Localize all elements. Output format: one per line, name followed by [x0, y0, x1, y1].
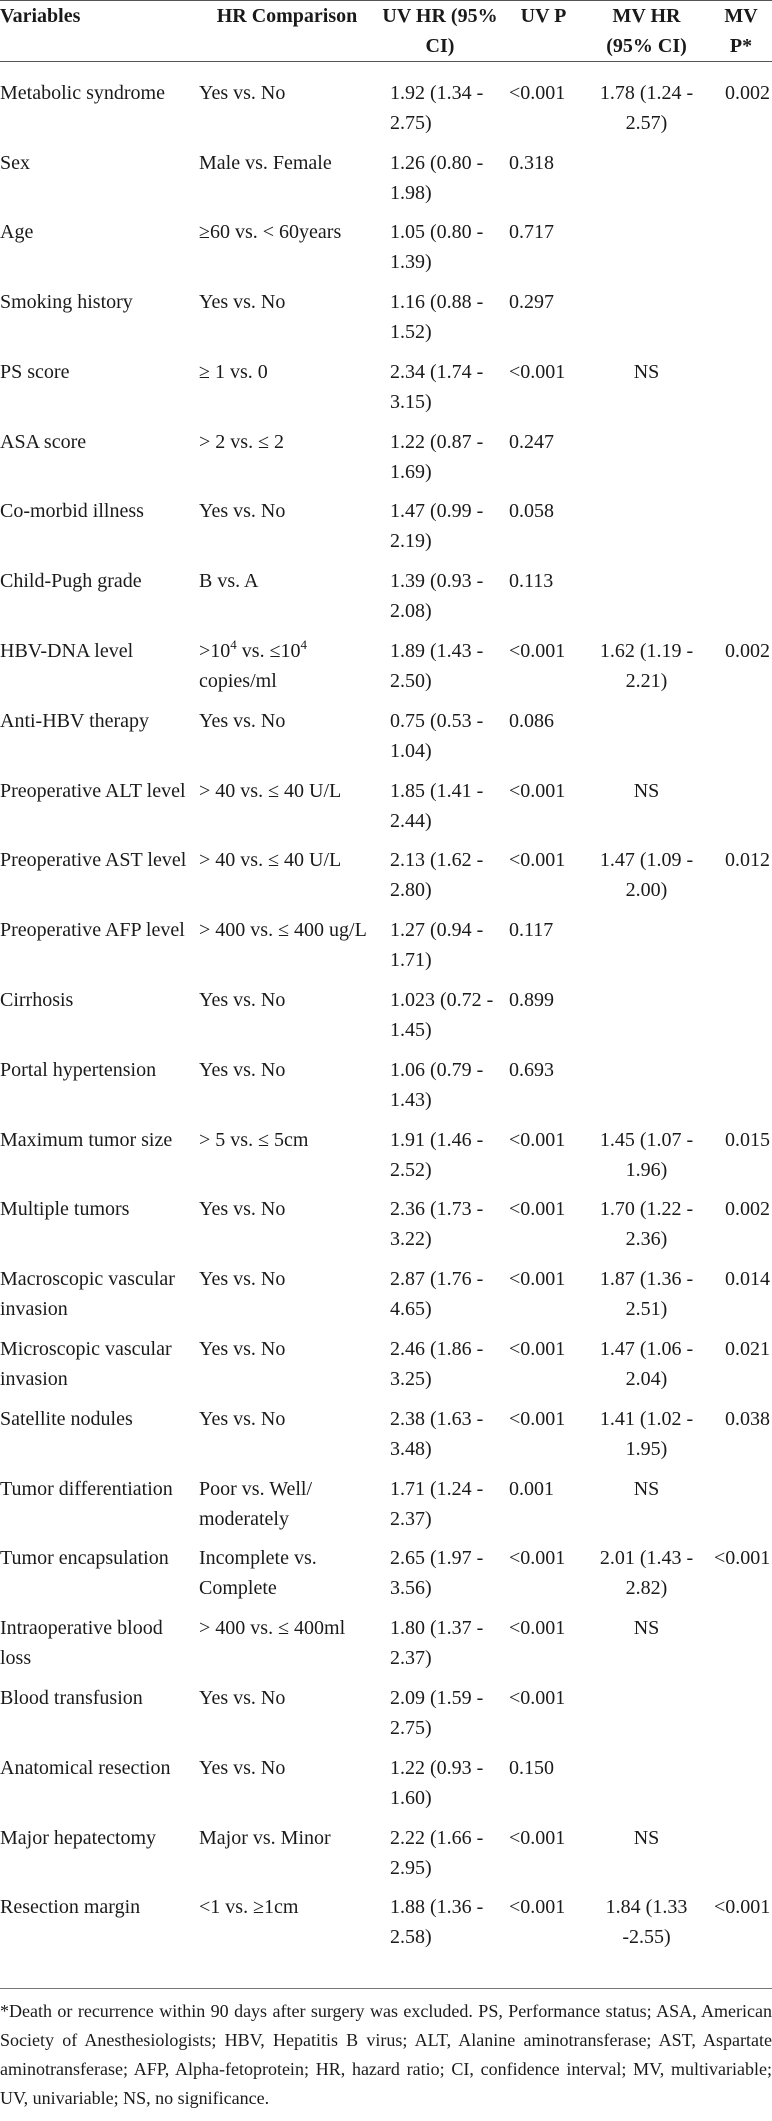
cell-uv-p: 0.113	[509, 570, 554, 593]
cell-comparison: ≥ 1 vs. 0	[199, 360, 268, 383]
header-mv-hr: MV HR (95% CI)	[606, 5, 687, 57]
cell-mv-p	[710, 217, 772, 287]
cell-mv-hr: 1.78 (1.24 - 2.57)	[599, 82, 694, 134]
table-row	[0, 1892, 772, 1962]
cell-mv-hr: 1.62 (1.19 - 2.21)	[599, 640, 694, 693]
table-row	[0, 1194, 772, 1264]
cell-mv-hr	[583, 148, 710, 218]
cell-mv-hr: NS	[633, 779, 660, 802]
cell-uv-p: 0.086	[509, 709, 554, 732]
cell-mv-hr: 1.47 (1.09 - 2.00)	[599, 849, 694, 902]
cell-comparison: Yes vs. No	[199, 500, 286, 523]
cell-uv-hr: 2.36 (1.73 - 3.22)	[390, 1198, 484, 1251]
cell-mv-hr	[583, 496, 710, 566]
cell-uv-hr: 2.46 (1.86 - 3.25)	[390, 1338, 484, 1391]
table-row	[0, 776, 772, 846]
cell-variable: Maximum tumor size	[0, 1128, 173, 1151]
cell-mv-p	[710, 1683, 772, 1753]
cell-mv-p: 0.014	[725, 1268, 770, 1291]
table-row	[0, 1055, 772, 1125]
cell-mv-p	[710, 1055, 772, 1125]
cell-uv-p: <0.001	[509, 82, 566, 104]
comparison-text-part: copies/ml	[199, 670, 277, 693]
table-header-row	[0, 1, 772, 62]
table-row	[0, 1683, 772, 1753]
cell-uv-hr: 1.26 (0.80 - 1.98)	[390, 151, 484, 204]
cell-variable: Smoking history	[0, 291, 133, 314]
cell-comparison	[198, 636, 376, 706]
cell-comparison: Major vs. Minor	[199, 1826, 331, 1849]
cell-uv-hr: 1.71 (1.24 - 2.37)	[390, 1477, 484, 1530]
cell-mv-p	[710, 287, 772, 357]
cell-variable: Portal hypertension	[0, 1058, 157, 1081]
cell-mv-p	[710, 496, 772, 566]
cell-variable: Child-Pugh grade	[0, 570, 142, 593]
cell-comparison: > 400 vs. ≤ 400 ug/L	[199, 919, 367, 942]
cell-comparison: > 40 vs. ≤ 40 U/L	[199, 779, 342, 802]
cell-uv-p: <0.001	[509, 779, 566, 802]
cell-comparison: Yes vs. No	[199, 1198, 286, 1221]
cell-uv-p: 0.717	[509, 221, 554, 244]
cell-uv-p: <0.001	[509, 1268, 566, 1291]
table-row	[0, 427, 772, 497]
cell-mv-p	[710, 1474, 772, 1544]
cell-mv-p: 0.002	[725, 640, 770, 663]
header-mv-p: MV P*	[724, 5, 758, 57]
cell-uv-p: <0.001	[509, 1338, 566, 1361]
cell-uv-hr: 1.80 (1.37 - 2.37)	[390, 1617, 484, 1670]
cell-mv-p: 0.002	[725, 82, 770, 104]
cell-mv-p: 0.021	[725, 1338, 770, 1361]
table-row	[0, 566, 772, 636]
cell-uv-p: <0.001	[509, 1687, 566, 1710]
cell-uv-hr: 1.22 (0.93 - 1.60)	[390, 1756, 484, 1809]
cell-comparison: Yes vs. No	[199, 709, 286, 732]
cell-variable: Macroscopic vascular invasion	[0, 1268, 175, 1321]
cell-uv-hr: 1.89 (1.43 - 2.50)	[390, 640, 484, 693]
cell-comparison: Yes vs. No	[199, 291, 286, 314]
cell-mv-p	[710, 148, 772, 218]
table-row	[0, 496, 772, 566]
table-row	[0, 1753, 772, 1823]
comparison-text-part: >10	[199, 640, 231, 663]
superscript-exponent: 4	[230, 637, 237, 653]
cell-variable: Blood transfusion	[0, 1687, 143, 1710]
comparison-text-part: vs. ≤10	[236, 640, 301, 663]
cell-mv-hr: NS	[633, 1477, 660, 1500]
cell-variable: Tumor encapsulation	[0, 1547, 169, 1570]
cell-mv-p	[710, 427, 772, 497]
cell-uv-p: 0.318	[509, 151, 554, 174]
cell-variable: Age	[0, 221, 34, 244]
cell-mv-hr	[583, 1683, 710, 1753]
cell-mv-p: 0.015	[725, 1128, 770, 1151]
cell-uv-hr: 1.05 (0.80 - 1.39)	[390, 221, 484, 274]
cell-comparison: > 5 vs. ≤ 5cm	[199, 1128, 309, 1151]
cell-mv-hr: 1.41 (1.02 - 1.95)	[599, 1407, 694, 1460]
cell-uv-hr: 2.65 (1.97 - 3.56)	[390, 1547, 484, 1600]
table-row	[0, 1823, 772, 1893]
cell-uv-p: 0.058	[509, 500, 554, 523]
cell-variable: Co-morbid illness	[0, 500, 144, 523]
cell-variable: Microscopic vascular invasion	[0, 1338, 172, 1391]
cell-variable: Preoperative AFP level	[0, 919, 185, 942]
cell-comparison: > 400 vs. ≤ 400ml	[199, 1617, 346, 1640]
cell-variable: Anatomical resection	[0, 1756, 171, 1779]
cell-uv-p: <0.001	[509, 1198, 566, 1221]
table-row	[0, 1404, 772, 1474]
table-row	[0, 1125, 772, 1195]
cell-uv-hr: 1.47 (0.99 - 2.19)	[390, 500, 484, 553]
cell-uv-p: 0.899	[509, 989, 554, 1012]
cell-uv-p: 0.117	[509, 919, 554, 942]
cell-uv-p: 0.297	[509, 291, 554, 314]
cell-mv-p: 0.038	[725, 1407, 770, 1430]
table-row	[0, 915, 772, 985]
cell-uv-hr: 1.92 (1.34 - 2.75)	[390, 82, 484, 134]
cell-variable: Resection margin	[0, 1896, 141, 1919]
cell-variable: Satellite nodules	[0, 1407, 133, 1430]
table-row	[0, 636, 772, 706]
cell-mv-p: <0.001	[714, 1896, 771, 1919]
cell-mv-p	[710, 1753, 772, 1823]
cell-mv-p	[710, 776, 772, 846]
cell-mv-p	[710, 357, 772, 427]
cell-mv-hr	[583, 706, 710, 776]
cell-mv-hr: 2.01 (1.43 - 2.82)	[599, 1547, 694, 1600]
cell-mv-hr	[583, 217, 710, 287]
cell-variable: Anti-HBV therapy	[0, 709, 150, 732]
cell-comparison: Yes vs. No	[199, 1407, 286, 1430]
cell-uv-hr: 1.023 (0.72 - 1.45)	[390, 989, 494, 1042]
cell-mv-hr: 1.84 (1.33 -2.55)	[605, 1896, 688, 1949]
table-row	[0, 845, 772, 915]
cell-mv-hr: 1.47 (1.06 - 2.04)	[599, 1338, 694, 1391]
cell-variable: Major hepatectomy	[0, 1826, 157, 1849]
cell-uv-hr: 2.22 (1.66 - 2.95)	[390, 1826, 484, 1879]
cell-mv-hr: NS	[633, 360, 660, 383]
superscript-exponent: 4	[300, 637, 308, 653]
table-row	[0, 1543, 772, 1613]
cell-uv-hr: 2.87 (1.76 - 4.65)	[390, 1268, 484, 1321]
cell-uv-hr: 1.39 (0.93 - 2.08)	[390, 570, 484, 623]
cell-uv-p: 0.247	[509, 430, 554, 453]
cell-variable: Multiple tumors	[0, 1198, 130, 1221]
cell-uv-hr: 2.13 (1.62 - 2.80)	[390, 849, 484, 902]
cell-comparison: Poor vs. Well/ moderately	[199, 1477, 313, 1530]
cell-variable: Metabolic syndrome	[0, 82, 165, 104]
cell-comparison: ≥60 vs. < 60years	[199, 221, 342, 244]
cell-mv-p	[710, 985, 772, 1055]
cell-mv-hr	[583, 1753, 710, 1823]
cell-uv-p: <0.001	[509, 1547, 566, 1570]
cell-uv-hr: 1.06 (0.79 - 1.43)	[390, 1058, 484, 1111]
cell-variable: Preoperative AST level	[0, 849, 187, 872]
cell-mv-hr	[583, 1055, 710, 1125]
table-row	[0, 1474, 772, 1544]
cell-comparison: Incomplete vs. Complete	[199, 1547, 317, 1600]
cell-uv-p: <0.001	[509, 1128, 566, 1151]
cell-comparison: > 2 vs. ≤ 2	[199, 430, 285, 453]
cell-mv-hr: 1.70 (1.22 - 2.36)	[599, 1198, 694, 1251]
table-row	[0, 1334, 772, 1404]
cell-uv-hr: 2.09 (1.59 - 2.75)	[390, 1687, 484, 1740]
cell-uv-p: <0.001	[509, 1407, 566, 1430]
cell-mv-p	[710, 1613, 772, 1683]
cell-uv-p: 0.150	[509, 1756, 554, 1779]
cell-variable: Intraoperative blood loss	[0, 1617, 163, 1670]
cell-uv-hr: 2.38 (1.63 - 3.48)	[390, 1407, 484, 1460]
cell-mv-hr	[583, 287, 710, 357]
cell-uv-p: <0.001	[509, 1617, 566, 1640]
table-row	[0, 62, 772, 148]
header-uv-hr: UV HR (95% CI)	[382, 5, 498, 57]
table-footnote: *Death or recurrence within 90 days after surgery was excluded. PS, Performance status; ASA, American Society of Anesthesiologists; HBV, Hepatitis B virus; ALT, Alanine aminotransferase; AST, Aspartate aminotransferase; AFP, Alpha-fetoprotein; HR, hazard ratio; CI, confidence interval; MV, multivariable; UV, univariable; NS, no significance.	[0, 1988, 772, 2113]
header-variables: Variables	[0, 5, 81, 27]
table-row	[0, 287, 772, 357]
cell-mv-p	[710, 706, 772, 776]
cell-uv-p: <0.001	[509, 1896, 566, 1919]
cell-comparison: Yes vs. No	[199, 1338, 286, 1361]
cell-uv-p: <0.001	[509, 360, 566, 383]
table-row	[0, 148, 772, 218]
cell-mv-hr	[583, 985, 710, 1055]
cell-variable: PS score	[0, 360, 70, 383]
table-row	[0, 1264, 772, 1334]
cell-variable: Tumor differentiation	[0, 1477, 173, 1500]
cell-mv-hr: 1.87 (1.36 - 2.51)	[599, 1268, 694, 1321]
cell-variable: Sex	[0, 151, 30, 174]
cell-uv-hr: 1.88 (1.36 - 2.58)	[390, 1896, 484, 1949]
cell-mv-hr	[583, 566, 710, 636]
cell-uv-hr: 1.85 (1.41 - 2.44)	[390, 779, 484, 832]
table-body	[0, 62, 772, 1963]
cell-mv-p	[710, 566, 772, 636]
cell-mv-p: <0.001	[714, 1547, 771, 1570]
table-row	[0, 357, 772, 427]
cell-mv-hr: 1.45 (1.07 - 1.96)	[599, 1128, 694, 1181]
cell-uv-hr: 2.34 (1.74 - 3.15)	[390, 360, 484, 413]
header-comparison: HR Comparison	[216, 5, 358, 27]
cell-comparison: Yes vs. No	[199, 989, 286, 1012]
cell-uv-hr: 1.27 (0.94 - 1.71)	[390, 919, 484, 972]
cell-uv-hr: 1.22 (0.87 - 1.69)	[390, 430, 484, 483]
cell-uv-hr: 1.16 (0.88 - 1.52)	[390, 291, 484, 344]
cell-comparison: > 40 vs. ≤ 40 U/L	[199, 849, 342, 872]
cell-comparison: <1 vs. ≥1cm	[199, 1896, 299, 1919]
cell-mv-p: 0.012	[725, 849, 770, 872]
cell-uv-p: <0.001	[509, 849, 566, 872]
cell-comparison: Yes vs. No	[199, 82, 286, 104]
cell-variable: Preoperative ALT level	[0, 779, 186, 802]
cell-mv-p	[710, 915, 772, 985]
cell-uv-p: <0.001	[509, 640, 566, 663]
cell-variable: ASA score	[0, 430, 87, 453]
cell-uv-p: 0.001	[509, 1477, 554, 1500]
cell-comparison: B vs. A	[199, 570, 259, 593]
table-row	[0, 985, 772, 1055]
table-row	[0, 1613, 772, 1683]
table-row	[0, 217, 772, 287]
cell-comparison: Male vs. Female	[199, 151, 332, 174]
cell-comparison: Yes vs. No	[199, 1687, 286, 1710]
cell-variable: Cirrhosis	[0, 989, 74, 1012]
cell-comparison: Yes vs. No	[199, 1268, 286, 1291]
cell-comparison: Yes vs. No	[199, 1058, 286, 1081]
cell-uv-p: 0.693	[509, 1058, 554, 1081]
cell-comparison: Yes vs. No	[199, 1756, 286, 1779]
cell-mv-hr: NS	[633, 1617, 660, 1640]
cell-mv-hr: NS	[633, 1826, 660, 1849]
cell-uv-hr: 0.75 (0.53 - 1.04)	[390, 709, 484, 762]
cell-uv-p: <0.001	[509, 1826, 566, 1849]
cell-mv-hr	[583, 915, 710, 985]
cell-mv-p: 0.002	[725, 1198, 770, 1221]
cell-mv-p	[710, 1823, 772, 1893]
cell-uv-hr: 1.91 (1.46 - 2.52)	[390, 1128, 484, 1181]
header-uv-p: UV P	[520, 5, 567, 27]
table-row	[0, 706, 772, 776]
cell-variable: HBV-DNA level	[0, 640, 134, 663]
cell-mv-hr	[583, 427, 710, 497]
